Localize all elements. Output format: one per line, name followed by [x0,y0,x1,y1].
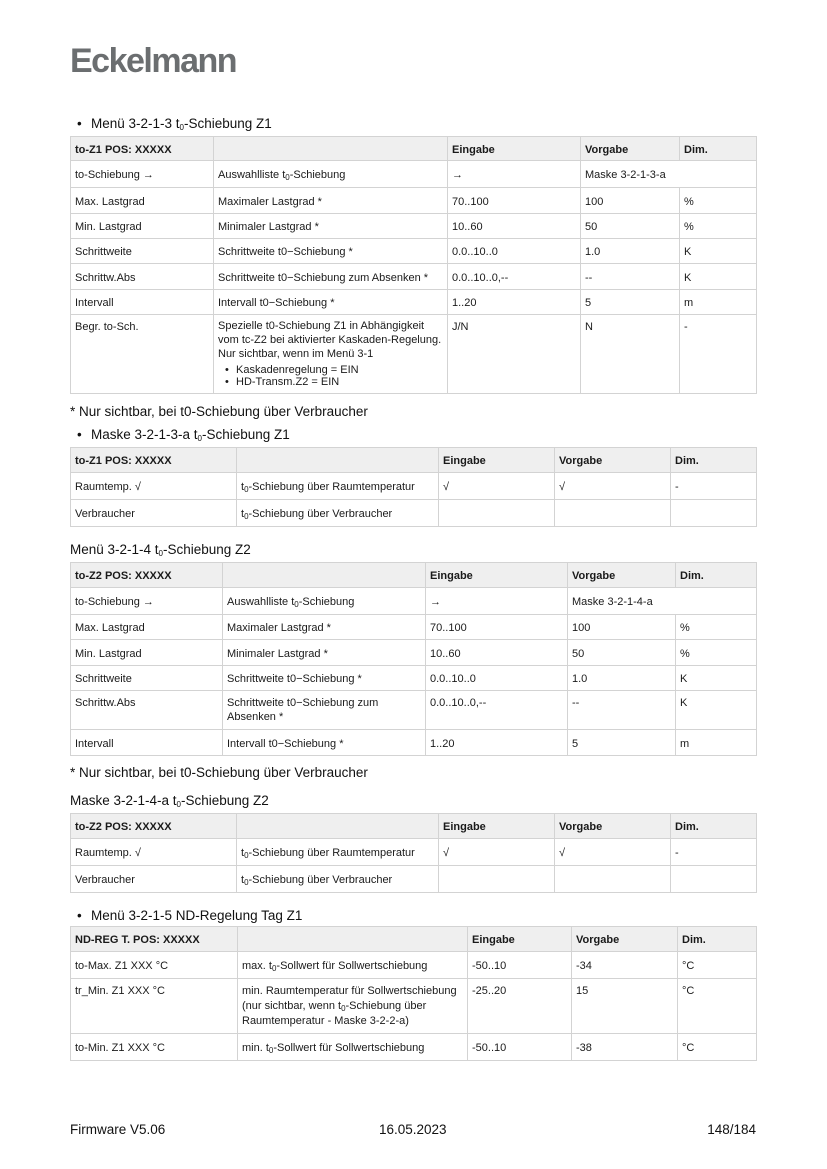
default-cell: 15 [572,979,678,1034]
default-cell: -- [568,691,676,730]
table-header-row [71,137,757,161]
default-cell: √ [555,473,671,500]
header-cell [237,448,439,473]
default-cell: 100 [581,188,680,214]
input-cell: 10..60 [426,640,568,666]
table-row [71,500,757,527]
table-menu-3-2-1-4 [70,562,757,756]
section-heading-menu-3-2-1-3: • Menü 3-2-1-3 $t_0$-Schiebung Z1 [77,116,272,132]
footer-date: 16.05.2023 [379,1122,447,1137]
table-row [71,979,757,1034]
param-cell: to-Max. Z1 XXX °C [71,952,238,979]
header-cell: Dim. [671,814,757,839]
default-cell: -38 [572,1034,678,1061]
header-cell: Vorgabe [581,137,680,161]
desc-cell: min. $t_0$-Sollwert für Sollwertschiebung [238,1034,468,1061]
unit-cell: % [676,640,757,666]
footnote: * Nur sichtbar, bei t0-Schiebung über Verbraucher [70,404,368,419]
desc-cell: $t_0$-Schiebung über Verbraucher [237,500,439,527]
param-cell: Schrittw.Abs [71,691,223,730]
header-cell: Dim. [671,448,757,473]
table-mask-3-2-1-3-a [70,447,757,527]
unit-cell: - [671,473,757,500]
table-header-row [71,814,757,839]
input-cell: √ [439,839,555,866]
header-cell: Eingabe [439,814,555,839]
unit-cell: K [676,691,757,730]
unit-cell: % [680,188,757,214]
desc-cell: $t_0$-Schiebung über Raumtemperatur [237,473,439,500]
header-cell: Vorgabe [555,814,671,839]
default-cell: 1.0 [581,239,680,264]
unit-cell: % [676,615,757,640]
default-cell: 5 [568,730,676,756]
header-cell: to-Z2 POS: XXXXX [71,814,237,839]
unit-cell: K [680,264,757,290]
header-cell: to-Z2 POS: XXXXX [71,563,223,588]
unit-cell: K [676,666,757,691]
header-cell: Vorgabe [572,927,678,952]
input-cell: -25..20 [468,979,572,1034]
param-cell: Verbraucher [71,500,237,527]
unit-cell: - [680,315,757,394]
desc-text: Spezielle t0-Schiebung Z1 in Abhängigkeit vom tc-Z2 bei aktivierter Kaskaden-Regelung. Nur sichtbar, wenn im Menü 3-1 [218,320,442,360]
default-cell: 50 [581,214,680,239]
default-cell: -- [581,264,680,290]
unit-cell: °C [678,1034,757,1061]
table-row [71,161,757,188]
section-heading-mask-3-2-1-4-a: Maske 3-2-1-4-a $t_0$-Schiebung Z2 [70,793,269,809]
header-cell [223,563,426,588]
desc-cell: Intervall t0−Schiebung * [223,730,426,756]
eckelmann-logo: Eckelmann [70,42,237,80]
input-cell: 10..60 [448,214,581,239]
table-row [71,952,757,979]
header-cell [214,137,448,161]
section-heading-menu-3-2-1-5: • Menü 3-2-1-5 ND-Regelung Tag Z1 [77,908,303,923]
desc-cell: Auswahlliste $t_0$-Schiebung [223,588,426,615]
footer-firmware: Firmware V5.06 [70,1122,166,1137]
table-menu-3-2-1-3 [70,136,757,394]
input-cell: 70..100 [448,188,581,214]
desc-cell: Intervall t0−Schiebung * [214,290,448,315]
header-cell: Eingabe [426,563,568,588]
desc-cell: max. $t_0$-Sollwert für Sollwertschiebung [238,952,468,979]
unit-cell: m [680,290,757,315]
input-cell: J/N [448,315,581,394]
desc-cell: Auswahlliste $t_0$-Schiebung [214,161,448,188]
footnote: * Nur sichtbar, bei t0-Schiebung über Verbraucher [70,765,368,780]
section-heading-mask-3-2-1-3-a: • Maske 3-2-1-3-a $t_0$-Schiebung Z1 [77,427,290,443]
table-header-row [71,927,757,952]
param-cell: Verbraucher [71,866,237,893]
param-cell: to-Min. Z1 XXX °C [71,1034,238,1061]
table-menu-3-2-1-5 [70,926,757,1061]
param-cell: Min. Lastgrad [71,214,214,239]
table-mask-3-2-1-4-a [70,813,757,893]
input-cell: 0.0..10..0,-- [448,264,581,290]
unit-cell [671,866,757,893]
param-cell: to-Schiebung → [71,588,223,615]
input-cell: 0.0..10..0 [448,239,581,264]
header-cell: ND-REG T. POS: XXXXX [71,927,238,952]
default-cell: 50 [568,640,676,666]
desc-cell: Maximaler Lastgrad * [223,615,426,640]
input-cell: -50..10 [468,1034,572,1061]
input-cell: 1..20 [448,290,581,315]
unit-cell: - [671,839,757,866]
param-cell: Intervall [71,730,223,756]
input-cell [439,866,555,893]
header-cell: Eingabe [439,448,555,473]
header-cell [238,927,468,952]
default-cell: √ [555,839,671,866]
table-row [71,188,757,214]
param-cell: Schrittweite [71,239,214,264]
desc-cell: $t_0$-Schiebung über Verbraucher [237,866,439,893]
table-row [71,290,757,315]
input-cell: 1..20 [426,730,568,756]
param-cell: tr_Min. Z1 XXX °C [71,979,238,1034]
table-row [71,666,757,691]
list-item: • HD-Transm.Z2 = EIN [236,376,442,388]
desc-cell: $t_0$-Schiebung über Raumtemperatur [237,839,439,866]
desc-cell: Schrittweite t0−Schiebung zum Absenken * [214,264,448,290]
table-row [71,239,757,264]
input-cell: 0.0..10..0,-- [426,691,568,730]
input-cell: -50..10 [468,952,572,979]
param-cell: Schrittw.Abs [71,264,214,290]
header-cell [237,814,439,839]
default-cell: N [581,315,680,394]
table-row [71,315,757,394]
default-cell: Maske 3-2-1-3-a [581,161,757,188]
default-cell: 100 [568,615,676,640]
input-cell: → [448,161,581,188]
table-row [71,473,757,500]
param-cell: Raumtemp. √ [71,839,237,866]
table-row [71,640,757,666]
unit-cell: K [680,239,757,264]
unit-cell: °C [678,979,757,1034]
input-cell: → [426,588,568,615]
desc-cell: Schrittweite t0−Schiebung * [223,666,426,691]
table-row [71,839,757,866]
param-cell: Schrittweite [71,666,223,691]
unit-cell: m [676,730,757,756]
unit-cell: % [680,214,757,239]
table-row [71,264,757,290]
param-cell: Raumtemp. √ [71,473,237,500]
table-row [71,588,757,615]
default-cell: -34 [572,952,678,979]
footer-page-number: 148/184 [707,1122,756,1137]
table-row [71,1034,757,1061]
table-row [71,691,757,730]
default-cell: 1.0 [568,666,676,691]
header-cell: Dim. [676,563,757,588]
header-cell: Eingabe [468,927,572,952]
list-item: • Kaskadenregelung = EIN [236,364,442,376]
default-cell [555,500,671,527]
table-row [71,214,757,239]
param-cell: Min. Lastgrad [71,640,223,666]
bullet-list [218,364,442,388]
header-cell: Dim. [680,137,757,161]
desc-cell [214,315,448,394]
header-cell: Vorgabe [555,448,671,473]
desc-cell: Minimaler Lastgrad * [223,640,426,666]
default-cell: Maske 3-2-1-4-a [568,588,757,615]
param-cell: to-Schiebung → [71,161,214,188]
header-cell: to-Z1 POS: XXXXX [71,137,214,161]
param-cell: Max. Lastgrad [71,188,214,214]
table-row [71,866,757,893]
input-cell: √ [439,473,555,500]
param-cell: Begr. to-Sch. [71,315,214,394]
unit-cell [671,500,757,527]
unit-cell: °C [678,952,757,979]
table-row [71,615,757,640]
desc-cell: Schrittweite t0−Schiebung * [214,239,448,264]
header-cell: Eingabe [448,137,581,161]
table-header-row [71,448,757,473]
table-row [71,730,757,756]
param-cell: Intervall [71,290,214,315]
param-cell: Max. Lastgrad [71,615,223,640]
header-cell: to-Z1 POS: XXXXX [71,448,237,473]
header-cell: Dim. [678,927,757,952]
default-cell [555,866,671,893]
input-cell: 70..100 [426,615,568,640]
desc-cell: Schrittweite t0−Schiebung zum Absenken * [223,691,426,730]
input-cell: 0.0..10..0 [426,666,568,691]
desc-cell: Minimaler Lastgrad * [214,214,448,239]
desc-cell: min. Raumtemperatur für Sollwertschiebung (nur sichtbar, wenn $t_0$-Schiebung über Raumtemperatur - Maske 3-2-2-a) [238,979,468,1034]
table-header-row [71,563,757,588]
desc-cell: Maximaler Lastgrad * [214,188,448,214]
header-cell: Vorgabe [568,563,676,588]
input-cell [439,500,555,527]
section-heading-menu-3-2-1-4: Menü 3-2-1-4 $t_0$-Schiebung Z2 [70,542,251,558]
default-cell: 5 [581,290,680,315]
